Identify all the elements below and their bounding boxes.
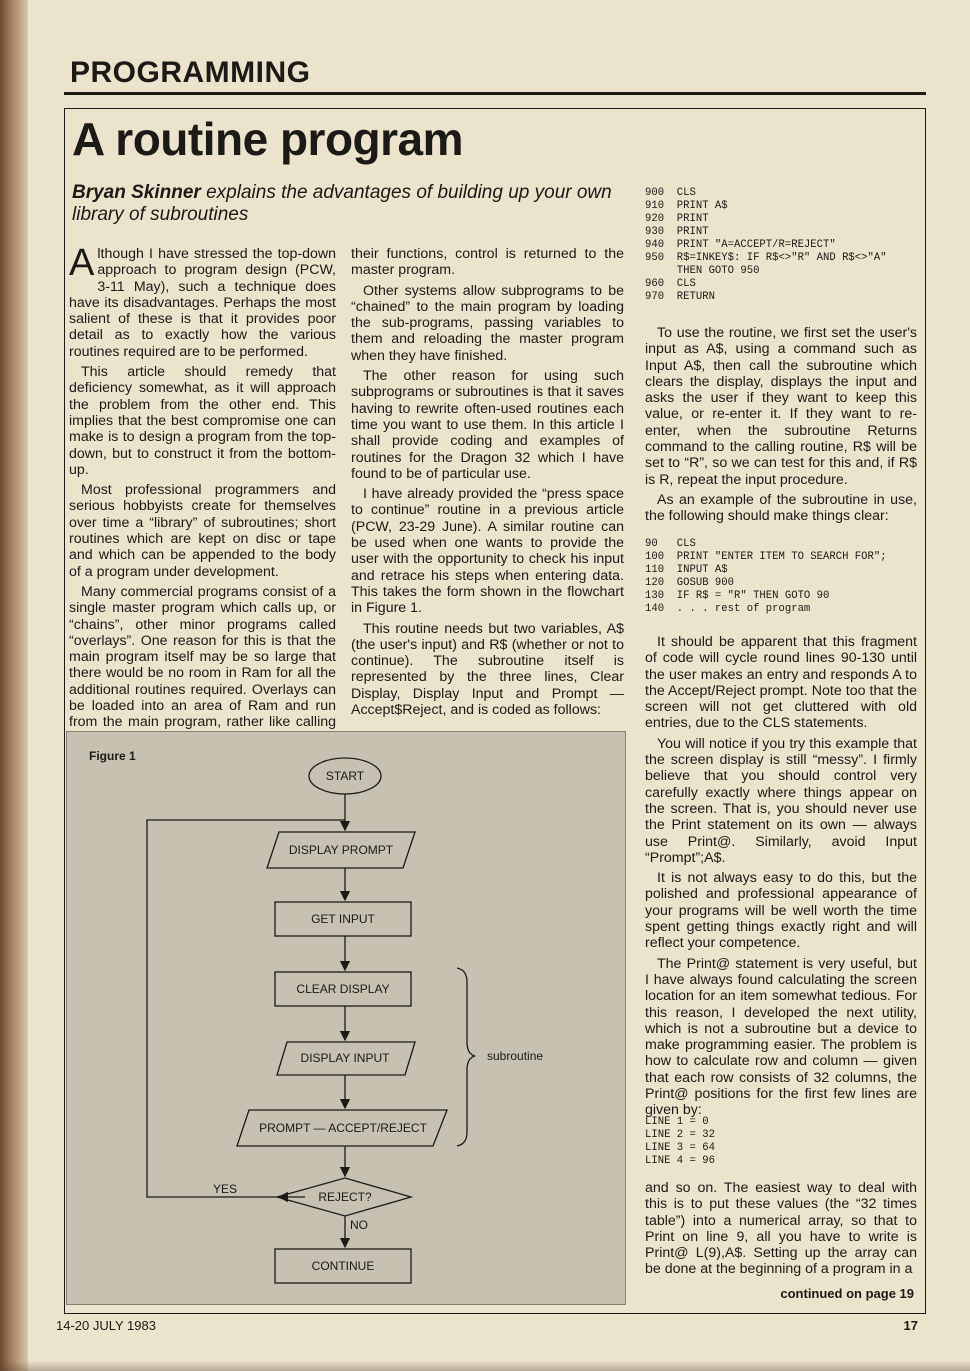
paragraph: It is not always easy to do this, but the polished and professional appearance of your programs will be well worth the time spent getting things exactly right and will reflect your competence. [645, 870, 917, 952]
figure-1-flowchart [66, 731, 626, 1305]
display-input-label: DISPLAY INPUT [300, 1051, 390, 1065]
article-title: A routine program [72, 113, 464, 165]
standfirst-text: explains the advantages of building up your own library of subroutines [72, 182, 612, 225]
paragraph: their functions, control is returned to the master program. [351, 246, 624, 279]
paragraph: As an example of the subroutine in use, the following should make things clear: [645, 491, 917, 525]
page-edge-shadow [0, 1361, 970, 1371]
column-3-middle [645, 634, 917, 1123]
issue-date: 14-20 JULY 1983 [56, 1318, 156, 1333]
author-name: Bryan Skinner [72, 182, 201, 203]
paragraph: and so on. The easiest way to deal with this is to put these values (the “32 times table”) into a numerical array, so that to Print on line 9, all you have to write is Print@ L(9),A$. Setting up the array can be done at the beginning of a program in a [645, 1180, 917, 1278]
page-gutter-shadow [0, 0, 28, 1371]
column-3-bottom [645, 1180, 917, 1282]
subroutine-label: subroutine [487, 1049, 544, 1063]
paragraph: Many commercial programs consist of a single master program which calls up, or “chains”, other minor programs called “overlays”. One reason for this is that the main program itself may be so large that there would be no room in Ram for all the additional routines required. Overlays can be loaded into an area of Ram and run from the main program, rather like calling [69, 583, 336, 731]
drop-cap: A [69, 242, 95, 284]
flowchart-svg [67, 732, 625, 1304]
column-3-top [645, 325, 917, 529]
section-label: PROGRAMMING [70, 56, 311, 89]
paragraph: The other reason for using such subprograms or subroutines is that it saves having to rewrite often-used routines each time you want to use them. In this article I shall provide coding and examples of routines for the Dragon 32 which I have found to be of particular use. [351, 368, 624, 482]
start-label: START [325, 769, 365, 783]
paragraph: This routine needs but two variables, A$ (the user's input) and R$ (whether or not to continue). The subroutine itself is represented by the three lines, Clear Display, Display Input and Prompt — Accept$Reject, and is coded as follows: [351, 620, 624, 719]
code-listing-lines: LINE 1 = 0 LINE 2 = 32 LINE 3 = 64 LINE 4 = 96 [645, 1116, 715, 1167]
column-1 [69, 242, 336, 751]
paragraph: To use the routine, we first set the user's input as A$, using a command such as Input A$, then call the subroutine which clears the display, displays the input and asks the user if they want to keep this value, or re-enter it. If they want to re-enter, when the subroutine Returns command to the calling routine, R$ will be set to “R”, so we can test for this and, if R$ is R, repeat the input procedure. [645, 325, 917, 488]
paragraph: This article should remedy that deficiency somewhat, as it will approach the problem from the other end. This implies that the best compromise one can make is to design a program from the top-down, but to construct it from the bottom-up. [69, 364, 336, 478]
paragraph: The Print@ statement is very useful, but I have always found calculating the screen location for an item somewhat tedious. For this reason, I developed the next utility, which is not a subroutine but a device to make programming easier. The problem is how to calculate row and column — given that each row consists of 32 columns, the Print@ positions for the first few lines are given by: [645, 955, 917, 1119]
clear-display-label: CLEAR DISPLAY [296, 982, 390, 996]
prompt-accept-label: PROMPT — ACCEPT/REJECT [259, 1121, 427, 1135]
code-listing-subroutine: 900 CLS 910 PRINT A$ 920 PRINT 930 PRINT 940 PRINT "A=ACCEPT/R=REJECT" 950 R$=INKEY$: IF R$<>"R" AND R$<>"A" THEN GOTO 950 960 CLS 970 RETURN [645, 187, 887, 303]
paragraph: Other systems allow subprograms to be “chained” to the main program by loading the sub-programs, passing variables to them and reloading the master program when they have finished. [351, 282, 624, 364]
code-listing-example: 90 CLS 100 PRINT "ENTER ITEM TO SEARCH FOR"; 110 INPUT A$ 120 GOSUB 900 130 IF R$ = "R" THEN GOTO 90 140 . . . rest of program [645, 538, 887, 615]
get-input-label: GET INPUT [311, 912, 375, 926]
paragraph: You will notice if you try this example that the screen display is still “messy”. I firmly believe that you should control very carefully exactly where things appear on the screen. That is, you should never use the Print statement on its own — always use Print@. Similarly, avoid Input “Prompt”;A$. [645, 735, 917, 866]
page-number: 17 [903, 1318, 918, 1333]
article-standfirst [72, 182, 612, 226]
paragraph: Most professional programmers and serious hobbyists create for themselves over time a “library” of subroutines; short routines which are kept on disc or tape and which can be appended to the body of a program under development. [69, 482, 336, 580]
paragraph: Although I have stressed the top-down approach to program design (PCW, 3-11 May), such a technique does have its disadvantages. Perhaps the most salient of these is that it provides poor detail as to exactly how the various routines required are to be performed. [69, 242, 336, 360]
column-2 [351, 246, 624, 722]
no-label: NO [350, 1218, 368, 1232]
reject-label: REJECT? [318, 1190, 372, 1204]
yes-label: YES [212, 1182, 238, 1196]
continued-note: continued on page 19 [780, 1286, 914, 1301]
continue-label: CONTINUE [311, 1259, 375, 1273]
section-rule [64, 92, 926, 95]
display-prompt-label: DISPLAY PROMPT [288, 843, 394, 857]
figure-label: Figure 1 [89, 749, 136, 763]
subroutine-brace [457, 968, 475, 1146]
paragraph: I have already provided the “press space to continue” routine in a previous article (PCW, 23-29 June). A similar routine can be used when one wants to provide the user with the opportunity to check his input and retrace his steps when entering data. This takes the form shown in the flowchart in Figure 1. [351, 486, 624, 617]
paragraph: It should be apparent that this fragment of code will cycle round lines 90-130 until the user makes an entry and responds A to the Accept/Reject prompt. Note too that the screen will not get cluttered with old entries, due to the CLS statements. [645, 634, 917, 732]
yes-loop-line [147, 820, 345, 1197]
